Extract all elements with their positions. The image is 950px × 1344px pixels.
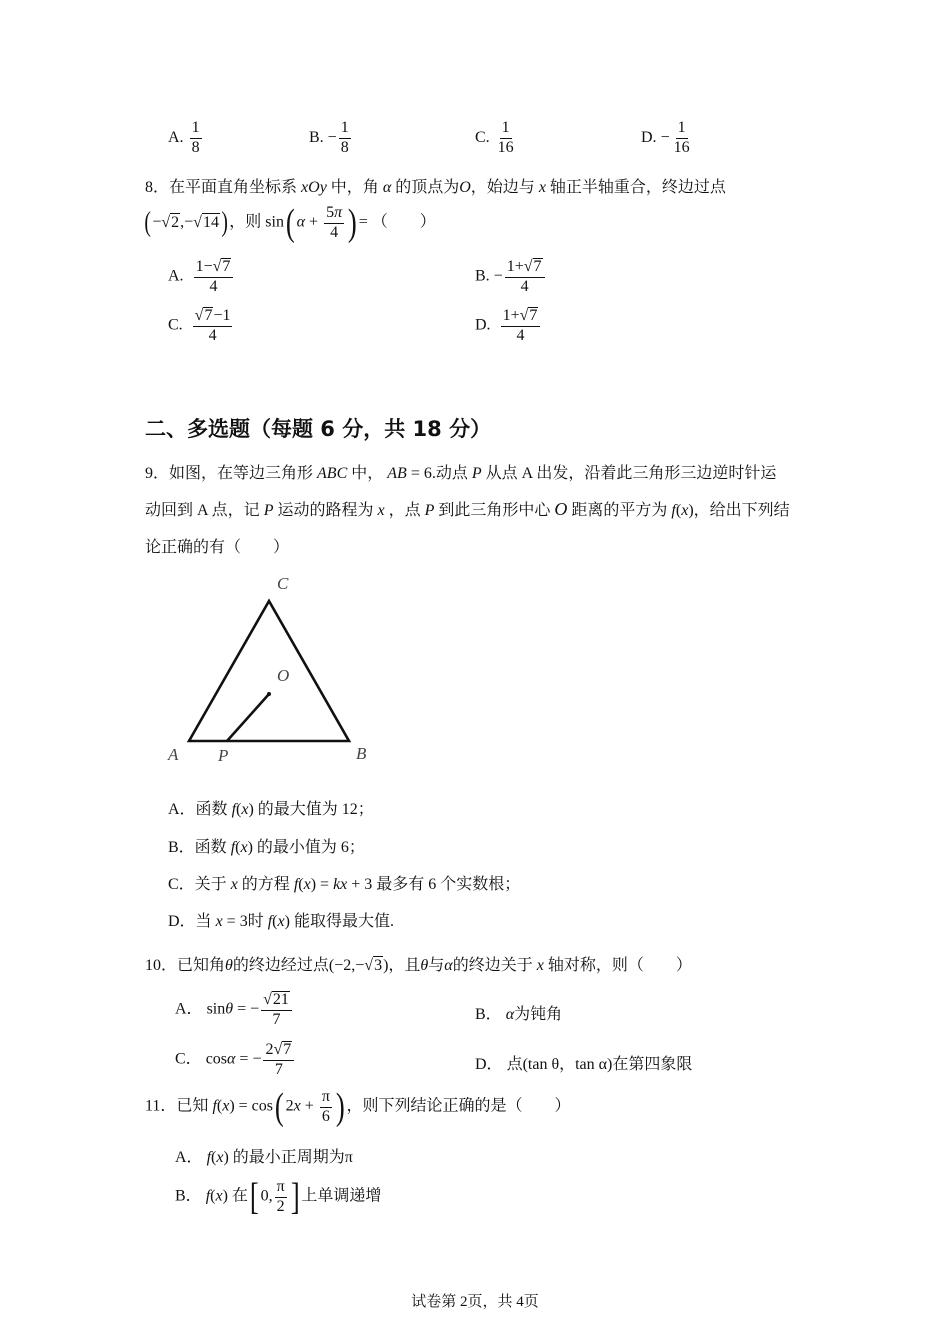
q8-stem-line1: 8．在平面直角坐标系 xOy 中，角 α 的顶点为O，始边与 x 轴正半轴重合，终边过点 <box>145 179 726 196</box>
triangle-abc <box>189 601 349 741</box>
q7-option-c: C. $\frac{1}{16}$ <box>475 119 514 156</box>
q10-option-a: A． sinθ = − $\frac{√21}{7}$ <box>175 991 294 1029</box>
q11-option-a: A． f(x) 的最小正周期为π <box>175 1149 353 1166</box>
q9-option-c: C．关于 x 的方程 f(x) = kx + 3 最多有 6 个实数根； <box>168 876 521 893</box>
label-o: O <box>277 666 290 685</box>
q8-option-b: B. − $\frac{1+√7}{4}$ <box>475 258 547 296</box>
q9-option-d: D．当 x = 3时 f(x) 能取得最大值. <box>168 913 394 930</box>
q9-stem-line2: 动回到 A 点，记 P 运动的路程为 x ，点 P 到此三角形中心 O 距离的平方为 f(x)，给出下列结 <box>145 499 790 519</box>
label-b: B <box>356 744 367 763</box>
q11-option-b: B． f(x) 在[ 0, $\frac{\pi}{2}$ ] 上单调递增 <box>175 1176 382 1218</box>
label-p: P <box>218 746 229 765</box>
q7-option-d: D. − $\frac{1}{16}$ <box>641 119 690 156</box>
q10-option-d: D． 点(tan θ，tan α)在第四象限 <box>475 1056 693 1073</box>
q10-stem: 10．已知角θ的终边经过点(−2,−√3)，且θ与α的终边关于 x 轴对称，则（ ） <box>145 957 692 974</box>
section-title: 二、多选题（每题 6 分，共 18 分） <box>145 417 492 441</box>
q9-stem-line1: 9．如图，在等边三角形 ABC 中， AB = 6.动点 P 从点 A 出发，沿着此三角形三边逆时针运 <box>145 465 777 482</box>
label-a: A <box>168 745 179 764</box>
q7-option-a: A. $\frac{1}{8}$ <box>168 119 200 156</box>
q10-option-b: B． α为钝角 <box>475 1006 563 1023</box>
segment-po <box>227 694 269 741</box>
q9-stem-line3: 论正确的有（ ） <box>145 539 290 556</box>
q11-stem: 11．已知 f(x) = cos( 2x + $\frac{\pi}{6}$ ) ，则下列结论正确的是（ ） <box>145 1086 571 1128</box>
q9-option-b: B．函数 f(x) 的最小值为 6； <box>168 839 365 856</box>
triangle-figure <box>160 570 380 770</box>
page-footer: 试卷第 2页，共 4页 <box>411 1294 539 1310</box>
q8-stem-line2: (−√2,−√14)，则 sin( α + $\frac{5\pi}{4}$ ) = （ ） <box>144 202 436 244</box>
q7-option-b: B. − $\frac{1}{8}$ <box>309 119 349 156</box>
q8-option-d: D. $\frac{1+√7}{4}$ <box>475 307 542 345</box>
q10-option-c: C． cosα = − $\frac{2√7}{7}$ <box>175 1041 296 1079</box>
center-point-o <box>267 692 271 696</box>
label-c: C <box>277 574 289 593</box>
q9-option-a: A．函数 f(x) 的最大值为 12； <box>168 801 374 818</box>
q8-option-a: A. $\frac{1-√7}{4}$ <box>168 258 235 296</box>
q8-option-c: C. $\frac{√7-1}{4}$ <box>168 307 231 344</box>
